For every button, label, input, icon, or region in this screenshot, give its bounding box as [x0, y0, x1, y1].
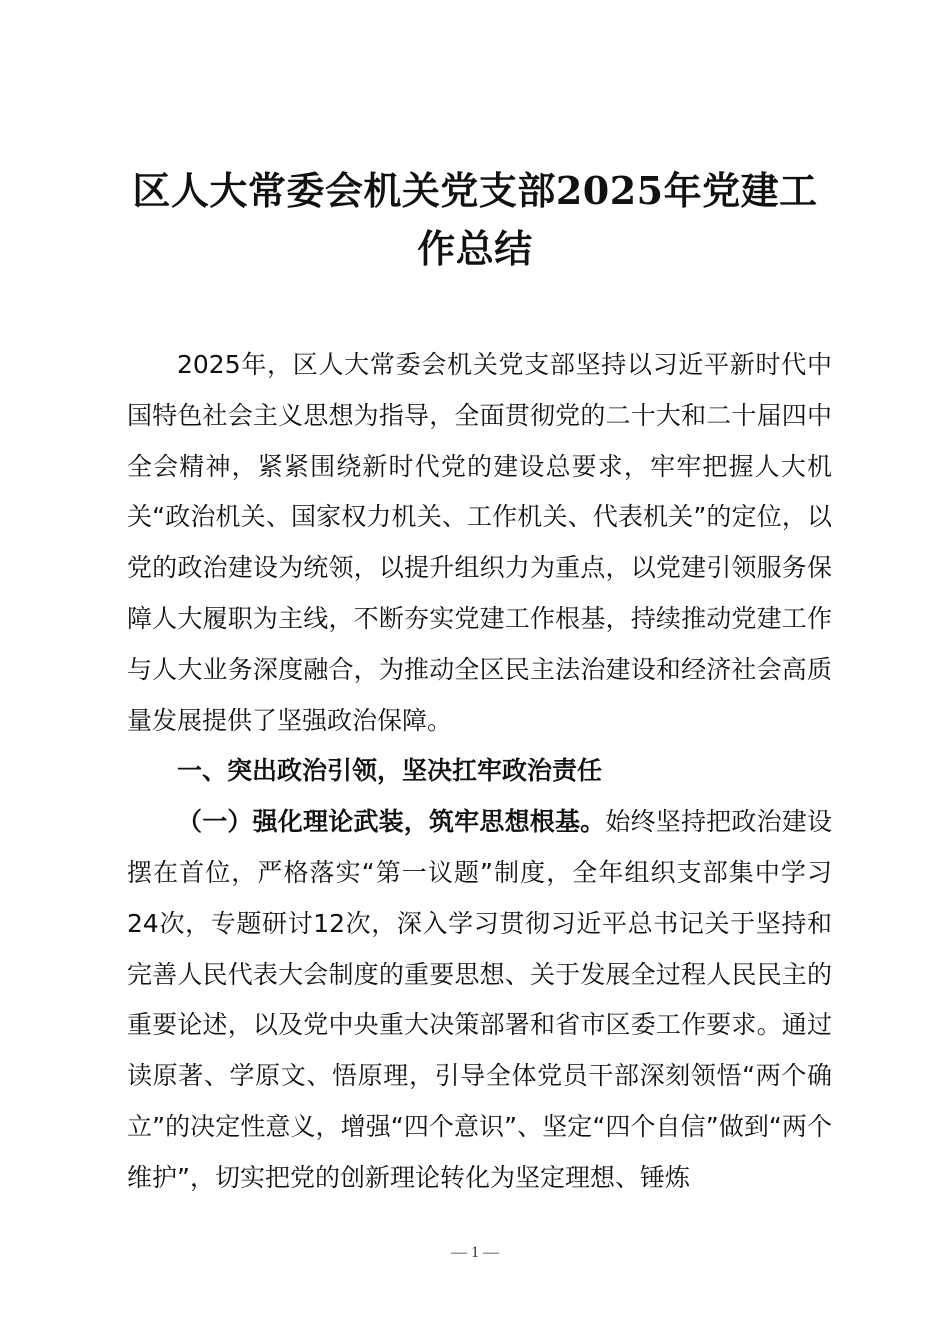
document-body: [127, 340, 832, 1204]
title-line-2: 作总结: [417, 226, 533, 271]
title-line-1: 区人大常委会机关党支部2025年党建工: [132, 168, 818, 213]
intro-paragraph: 2025年，区人大常委会机关党支部坚持以习近平新时代中国特色社会主义思想为指导，全面贯彻党的二十大和二十届四中全会精神，紧紧围绕新时代党的建设总要求，牢牢把握人大机关“政治机关、国家权力机关、工作机关、代表机关”的定位，以党的政治建设为统领，以提升组织力为重点，以党建引领服务保障人大履职为主线，不断夯实党建工作根基，持续推动党建工作与人大业务深度融合，为推动全区民主法治建设和经济社会高质量发展提供了坚强政治保障。: [127, 350, 832, 735]
page-number: — 1 —: [451, 1244, 499, 1261]
section-heading-1: 一、突出政治引领，坚决扛牢政治责任: [177, 756, 603, 786]
subsection-lead-1: （一）强化理论武装，筑牢思想根基。: [177, 807, 606, 837]
subsection-text-1: 始终坚持把政治建设摆在首位，严格落实“第一议题”制度，全年组织支部集中学习24次，专题研讨12次，深入学习贯彻习近平总书记关于坚持和完善人民代表大会制度的重要思想、关于发展全过程人民民主的重要论述，以及党中央重大决策部署和省市区委工作要求。通过读原著、学原文、悟原理，引导全体党员干部深刻领悟“两个确立”的决定性意义，增强“四个意识”、坚定“四个自信”做到“两个维护”，切实把党的创新理论转化为坚定理想、锤炼: [127, 807, 832, 1192]
document-title: [95, 162, 855, 278]
subsection-paragraph-1: [127, 797, 832, 1203]
